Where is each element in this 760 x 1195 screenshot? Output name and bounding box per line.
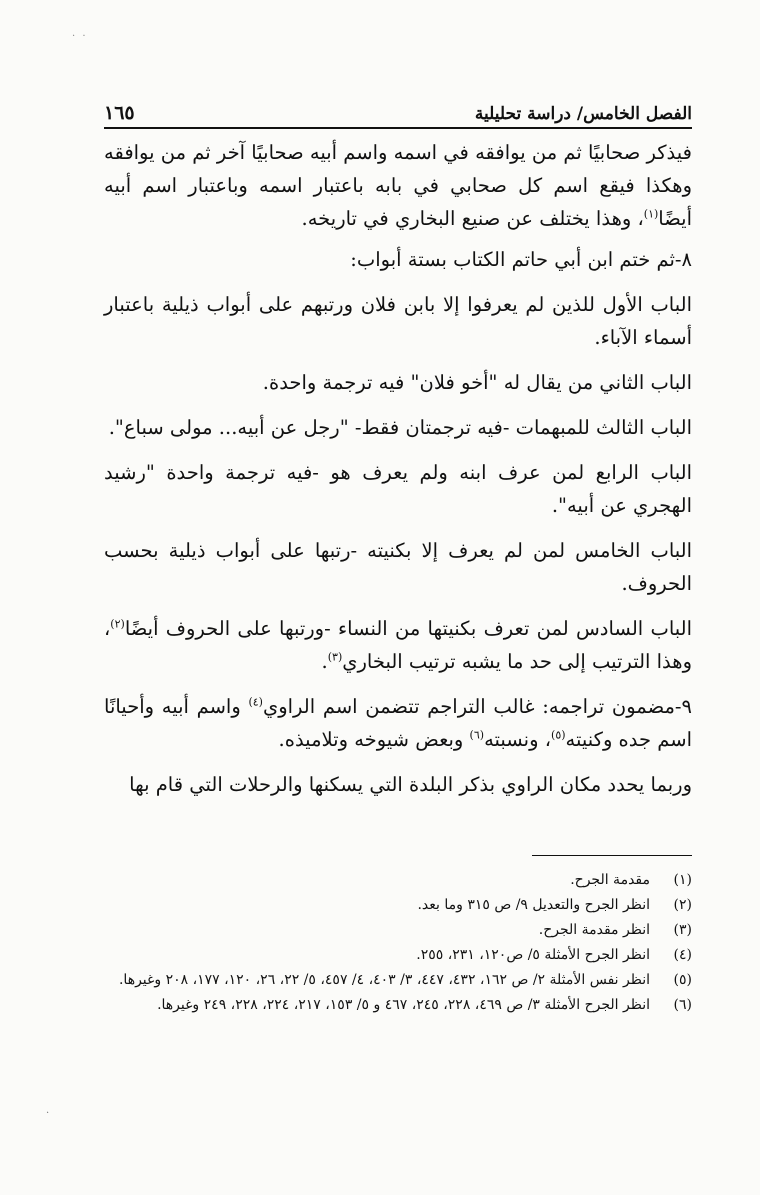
footnote-text: انظر نفس الأمثلة ٢/ ص ١٦٢، ٤٣٢، ٤٤٧، ٣/ ٤٠٣، ٤/ ٤٥٧، ٥/ ٢٢، ٢٦، ١٢٠، ١٧٧، ٢٠٨ وغيرها. (118, 972, 650, 988)
paragraph-8 (104, 612, 692, 678)
text-run: ، وهذا يختلف عن صنيع البخاري في تاريخه. (301, 207, 644, 230)
text-run: فيذكر صحابيًا ثم من يوافقه في اسمه واسم أبيه صحابيًا آخر ثم من يوافقه وهكذا فيقع اسم كل صحابي في بابه باعتبار اسمه وباعتبار اسم أبيه أيضًا (104, 141, 692, 230)
paragraph-4: الباب الثاني من يقال له "أخو فلان" فيه ترجمة واحدة. (262, 371, 692, 394)
footnotes (100, 868, 692, 1018)
text-run: وبعض شيوخه وتلاميذه. (278, 728, 470, 751)
header-rule (104, 127, 692, 129)
paragraph-7: الباب الخامس لمن لم يعرف إلا بكنيته -رتبها على أبواب ذيلية بحسب الحروف. (104, 539, 692, 595)
paragraph-2: ٨-ثم ختم ابن أبي حاتم الكتاب بستة أبواب: (350, 248, 692, 271)
text-run: . (321, 650, 328, 673)
footnote-number: (٤) (673, 947, 692, 963)
footnote-text: انظر مقدمة الجرح. (538, 922, 650, 938)
footnote (100, 993, 692, 1018)
paragraph-9 (104, 690, 692, 756)
footnote (100, 943, 692, 968)
paragraph-3: الباب الأول للذين لم يعرفوا إلا بابن فلان ورتبهم على أبواب ذيلية باعتبار أسماء الآباء. (104, 293, 692, 349)
footnote (100, 868, 692, 893)
footnote-number: (٦) (673, 997, 692, 1013)
footnote-number: (١) (673, 872, 692, 888)
footnote-ref-2: (٢) (110, 617, 125, 631)
text-run: ، وهذا الترتيب إلى حد ما يشبه ترتيب البخاري (104, 617, 692, 673)
text-run: الباب السادس لمن تعرف بكنيتها من النساء -ورتبها على الحروف أيضًا (124, 617, 692, 640)
footnote-ref-6: (٦) (469, 728, 485, 742)
paragraph-5: الباب الثالث للمبهمات -فيه ترجمتان فقط- "رجل عن أبيه... مولى سباع". (108, 416, 692, 439)
footnote-ref-4: (٤) (248, 695, 263, 709)
text-run: ، ونسبته (484, 728, 552, 751)
main-text (104, 136, 692, 813)
footnote-number: (٥) (673, 972, 692, 988)
page-header (104, 92, 692, 124)
footnote-number: (٣) (673, 922, 692, 938)
footnote-number: (٢) (673, 897, 692, 913)
footnote (100, 968, 692, 993)
footnote-ref-3: (٣) (327, 650, 343, 664)
text-run: ٩-مضمون تراجمه: غالب التراجم تتضمن اسم الراوي (262, 695, 692, 718)
footnote-text: مقدمة الجرح. (570, 872, 650, 888)
footnote-ref-1: (١) (643, 207, 659, 221)
scan-dot: . (46, 1105, 50, 1116)
footnote-text: انظر الجرح والتعديل ٩/ ص ٣١٥ وما بعد. (417, 897, 650, 913)
paragraph-10: وربما يحدد مكان الراوي بذكر البلدة التي يسكنها والرحلات التي قام بها (129, 773, 692, 796)
footnote-rule (532, 855, 692, 856)
footnote (100, 918, 692, 943)
paragraph-6: الباب الرابع لمن عرف ابنه ولم يعرف هو -فيه ترجمة واحدة "رشيد الهجري عن أبيه". (104, 461, 692, 517)
running-title: الفصل الخامس/ دراسة تحليلية (474, 104, 692, 124)
footnote-text: انظر الجرح الأمثلة ٣/ ص ٤٦٩، ٢٢٨، ٢٤٥، ٤٦٧ و ٥/ ١٥٣، ٢١٧، ٢٢٤، ٢٢٨، ٢٤٩ وغيرها. (157, 997, 650, 1013)
paragraph-1 (104, 136, 692, 235)
footnote (100, 893, 692, 918)
footnote-ref-5: (٥) (551, 728, 566, 742)
text-run: واسم أبيه وأحيانًا اسم جده وكنيته (104, 695, 692, 751)
page-number: ١٦٥ (104, 102, 135, 124)
footnote-text: انظر الجرح الأمثلة ٥/ ص١٢٠، ٢٣١، ٢٥٥. (416, 947, 650, 963)
scan-mark: . . (72, 28, 88, 39)
